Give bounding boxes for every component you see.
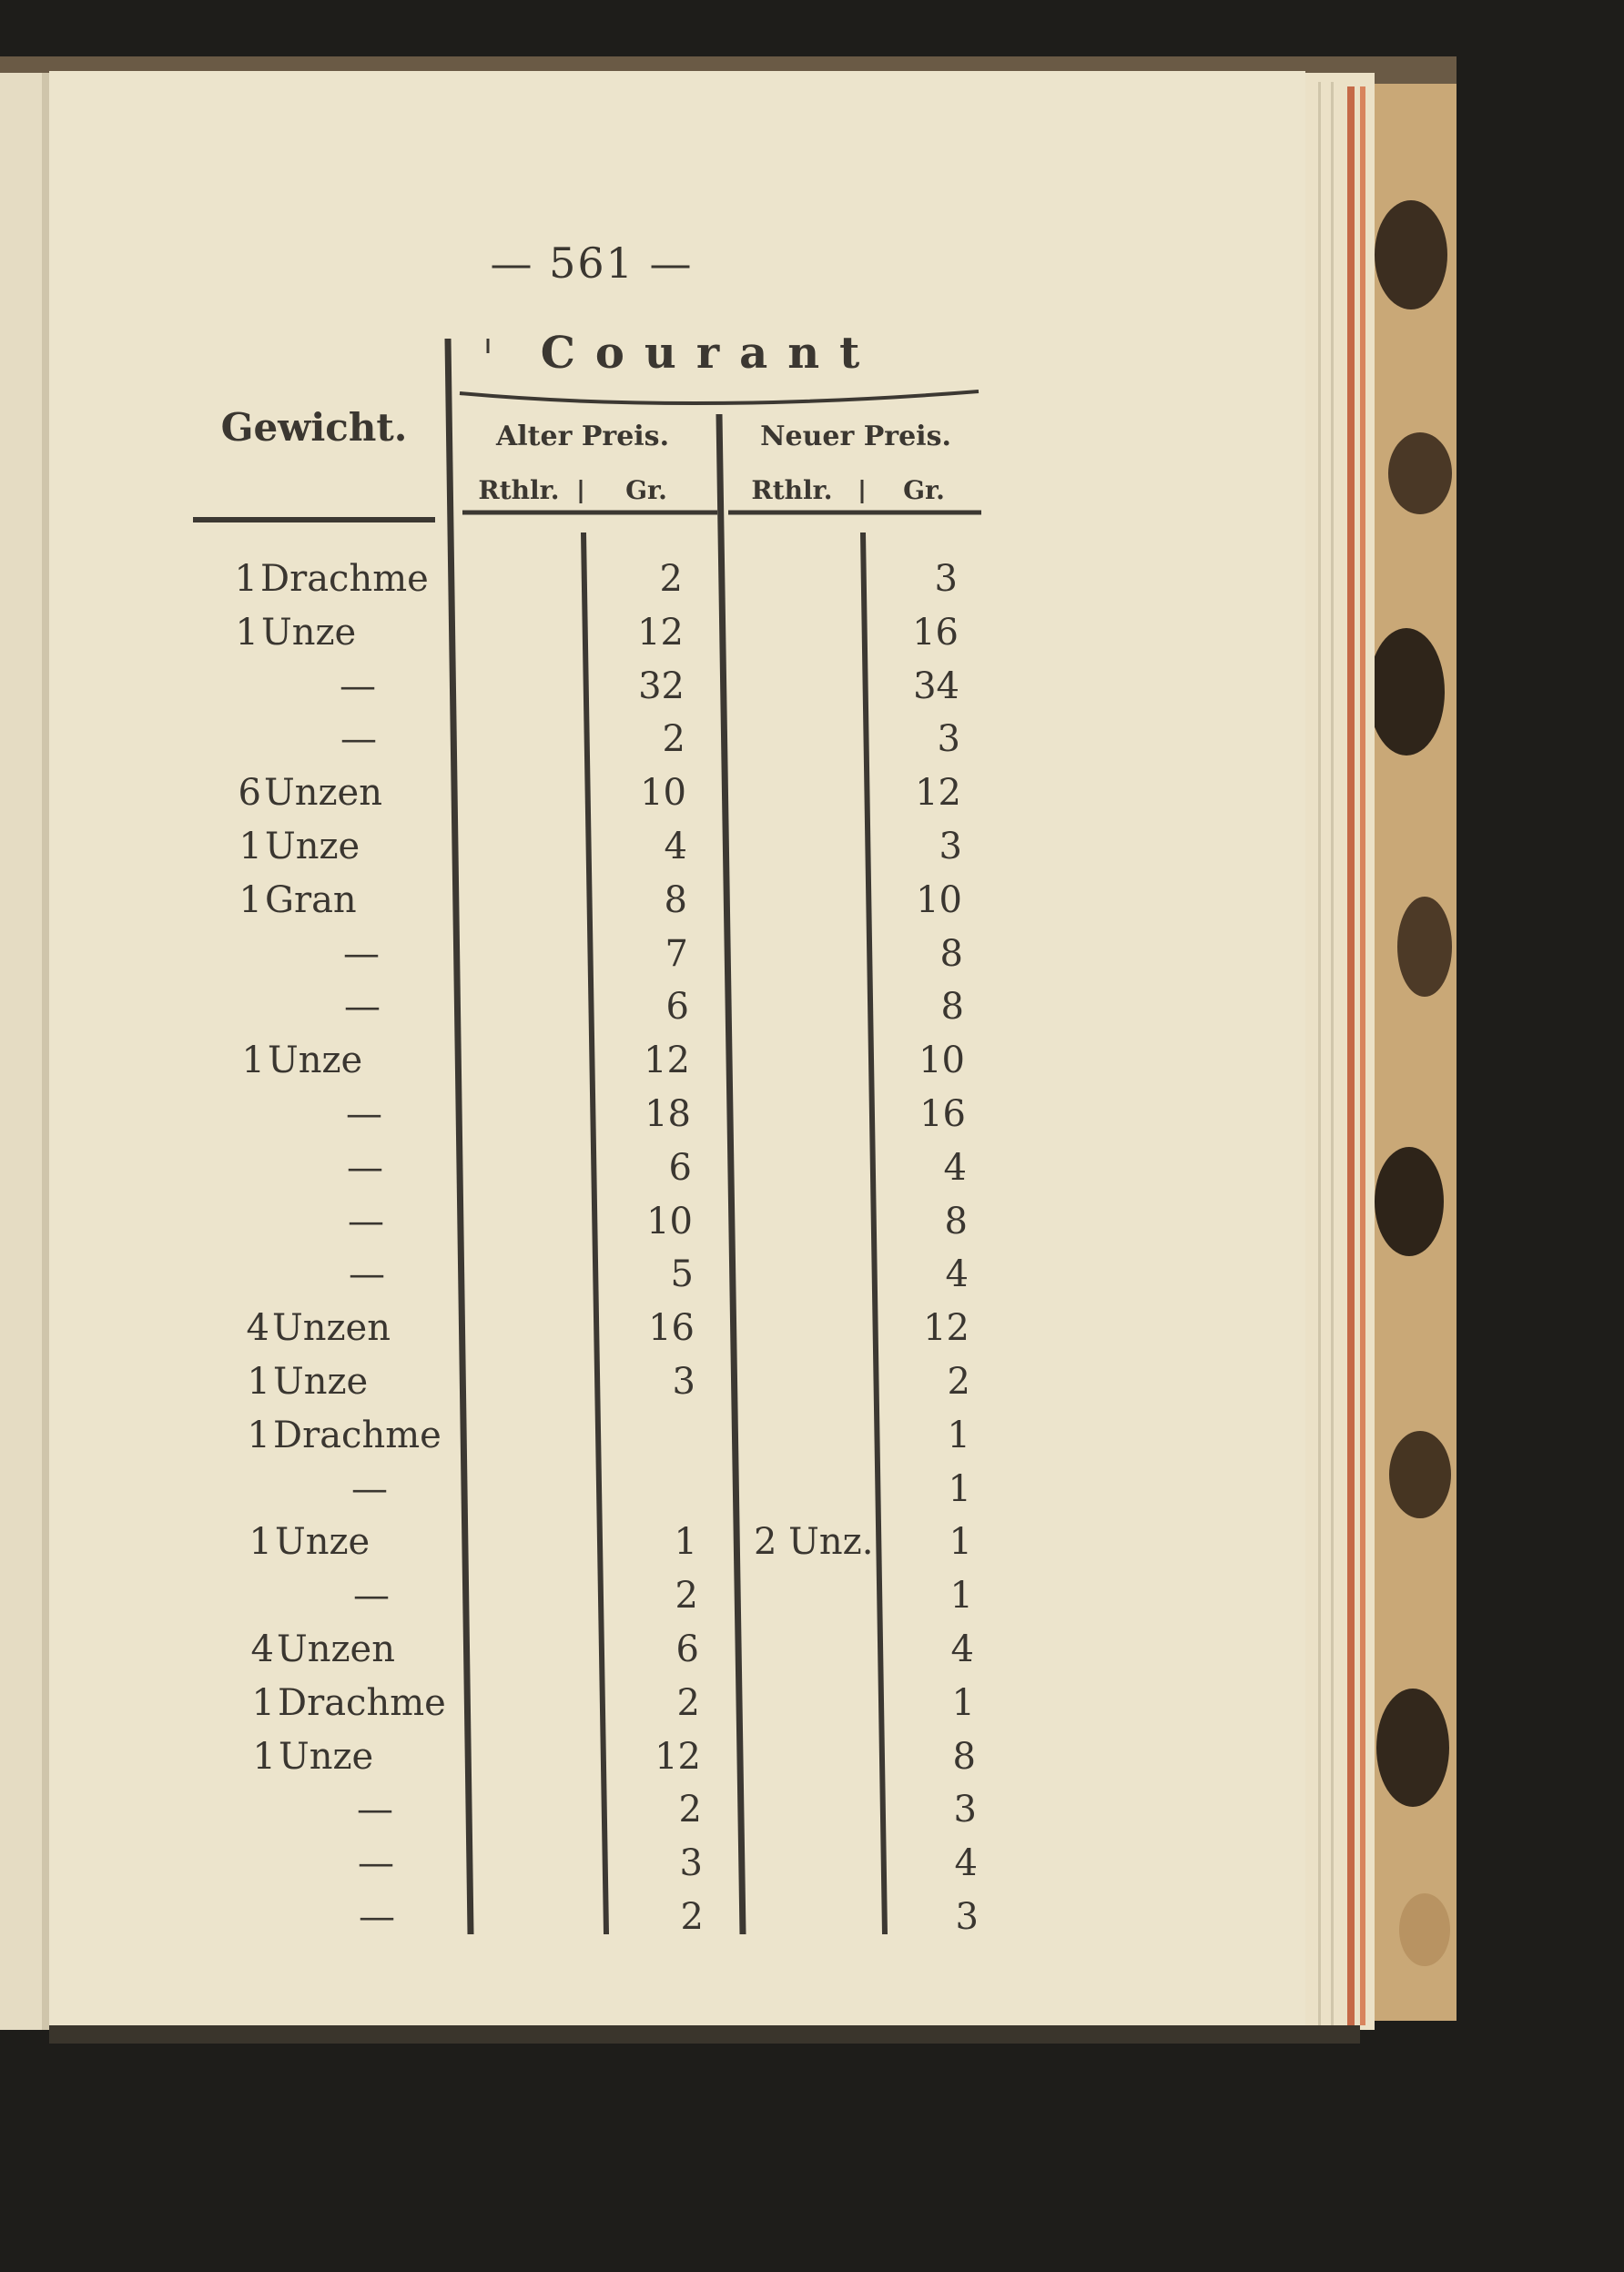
old-price-groschen: 3: [672, 1361, 695, 1403]
new-price-groschen: 3: [934, 558, 958, 600]
new-price-groschen: 8: [939, 932, 963, 975]
old-price-groschen: 12: [655, 1735, 701, 1778]
table-row: [0, 928, 1624, 979]
new-price-groschen: 1: [948, 1467, 971, 1510]
old-price-groschen: 10: [646, 1200, 693, 1242]
old-price-groschen: 12: [637, 611, 684, 654]
weight-quantity: 1: [239, 878, 262, 921]
table-row: [0, 1731, 1624, 1782]
new-price-groschen: 8: [952, 1735, 976, 1778]
table-row: [0, 767, 1624, 818]
new-price-groschen: 16: [919, 1093, 966, 1135]
weight-quantity: 6: [238, 772, 261, 815]
weight-unit: Drachme: [278, 1681, 446, 1724]
weight-unit: Unze: [261, 611, 357, 654]
weight-unit: Drachme: [273, 1414, 442, 1456]
table-row: [0, 1570, 1624, 1621]
weight-unit: Unze: [265, 826, 360, 867]
old-price-heading: Alter Preis.: [495, 421, 670, 452]
table-row: [0, 1035, 1624, 1086]
table-row: [0, 981, 1624, 1032]
table-row: [0, 1464, 1624, 1515]
weight-unit: —: [351, 1467, 388, 1510]
old-price-groschen: 1: [674, 1521, 697, 1564]
table-row: [0, 821, 1624, 872]
weight-unit: Unze: [275, 1521, 370, 1564]
new-price-rthlr: 2 Unz.: [754, 1521, 874, 1564]
old-price-groschen: 2: [662, 718, 685, 761]
weight-quantity: 4: [250, 1628, 274, 1670]
new-price-groschen: 34: [913, 664, 959, 707]
table-row: [0, 661, 1624, 712]
weight-quantity: 1: [251, 1681, 275, 1724]
table-row: [0, 1784, 1624, 1835]
weight-unit: Unzen: [264, 772, 382, 815]
old-price-groschen: 16: [648, 1307, 695, 1350]
weight-unit: —: [346, 1093, 382, 1135]
weight-unit: —: [343, 932, 380, 975]
table-row: [0, 1142, 1624, 1193]
new-price-groschen: 10: [916, 878, 962, 921]
new-price-heading: Neuer Preis.: [760, 421, 951, 452]
old-gr-heading: Gr.: [625, 475, 667, 505]
weight-quantity: 1: [235, 611, 259, 654]
table-row: [0, 1678, 1624, 1729]
weight-unit: Unze: [279, 1735, 374, 1778]
table-row: [0, 1249, 1624, 1300]
old-price-groschen: 2: [680, 1896, 704, 1938]
new-price-groschen: 3: [939, 826, 962, 867]
new-price-groschen: 12: [915, 772, 961, 815]
new-price-groschen: 1: [949, 1521, 972, 1564]
old-price-groschen: 5: [670, 1253, 694, 1296]
weight-unit: —: [359, 1896, 395, 1938]
page-number: — 561 —: [490, 238, 694, 288]
new-gr-heading: Gr.: [903, 475, 945, 505]
new-price-groschen: 1: [947, 1414, 970, 1456]
weight-unit: —: [348, 1200, 384, 1242]
table-row: [0, 1196, 1624, 1247]
weight-unit: Unzen: [272, 1307, 391, 1350]
old-price-groschen: 18: [645, 1093, 691, 1135]
weight-quantity: 1: [241, 1040, 265, 1082]
courant-heading: Courant: [540, 328, 880, 379]
new-price-groschen: 16: [912, 611, 959, 654]
weight-unit: —: [347, 1146, 383, 1189]
new-price-groschen: 10: [919, 1040, 965, 1082]
weight-unit: Unzen: [277, 1628, 395, 1670]
weight-quantity: 1: [247, 1414, 270, 1456]
new-price-groschen: 3: [937, 718, 960, 761]
weight-quantity: 1: [247, 1361, 270, 1403]
old-price-groschen: 10: [640, 772, 686, 815]
table-row: [0, 1516, 1624, 1567]
old-rthlr-heading: Rthlr.: [478, 475, 560, 505]
new-price-groschen: 1: [949, 1575, 973, 1618]
table-row: [0, 607, 1624, 658]
new-price-groschen: 4: [950, 1628, 974, 1670]
new-price-groschen: 3: [953, 1789, 977, 1831]
old-price-groschen: 6: [665, 986, 689, 1029]
weight-unit: —: [353, 1575, 390, 1618]
weight-unit: Unze: [273, 1361, 369, 1403]
old-price-groschen: 7: [665, 932, 688, 975]
new-price-groschen: 3: [955, 1896, 979, 1938]
table-row: [0, 1356, 1624, 1407]
old-price-groschen: 4: [664, 826, 687, 867]
table-row: [0, 875, 1624, 926]
weight-unit: Unze: [268, 1040, 363, 1082]
weight-unit: —: [357, 1789, 393, 1831]
table-row: [0, 1303, 1624, 1354]
weight-quantity: 1: [239, 826, 262, 867]
weight-quantity: 1: [252, 1735, 276, 1778]
weight-unit: —: [340, 664, 376, 707]
weight-heading: Gewicht.: [220, 405, 408, 450]
table-row: [0, 1624, 1624, 1675]
weight-quantity: 1: [234, 558, 258, 600]
weight-unit: —: [349, 1253, 385, 1296]
table-row: [0, 714, 1624, 765]
table-row: [0, 553, 1624, 604]
new-price-groschen: 8: [944, 1200, 968, 1242]
old-price-groschen: 12: [644, 1040, 690, 1082]
weight-quantity: 1: [249, 1521, 272, 1564]
table-row: [0, 1838, 1624, 1889]
new-price-groschen: 1: [951, 1681, 975, 1724]
old-price-groschen: 2: [659, 558, 683, 600]
old-price-groschen: 3: [679, 1842, 703, 1885]
new-price-groschen: 4: [943, 1146, 967, 1189]
new-price-groschen: 4: [945, 1253, 969, 1296]
old-price-groschen: 6: [675, 1628, 699, 1670]
new-price-groschen: 8: [940, 986, 964, 1029]
old-price-groschen: 32: [638, 664, 685, 707]
table-row: [0, 1892, 1624, 1942]
old-price-groschen: 8: [664, 878, 687, 921]
new-price-groschen: 12: [923, 1307, 969, 1350]
old-price-groschen: 2: [678, 1789, 702, 1831]
table-row: [0, 1410, 1624, 1461]
old-price-groschen: 6: [668, 1146, 692, 1189]
weight-unit: Gran: [265, 878, 357, 921]
weight-unit: Drachme: [260, 558, 429, 600]
old-price-groschen: 2: [676, 1681, 700, 1724]
new-rthlr-heading: Rthlr.: [751, 475, 833, 505]
weight-unit: —: [340, 718, 377, 761]
weight-unit: —: [344, 986, 381, 1029]
new-price-groschen: 4: [954, 1842, 978, 1885]
new-price-groschen: 2: [947, 1361, 970, 1403]
weight-unit: —: [358, 1842, 394, 1885]
old-price-groschen: 2: [675, 1575, 698, 1618]
table-row: [0, 1089, 1624, 1140]
weight-quantity: 4: [246, 1307, 269, 1350]
